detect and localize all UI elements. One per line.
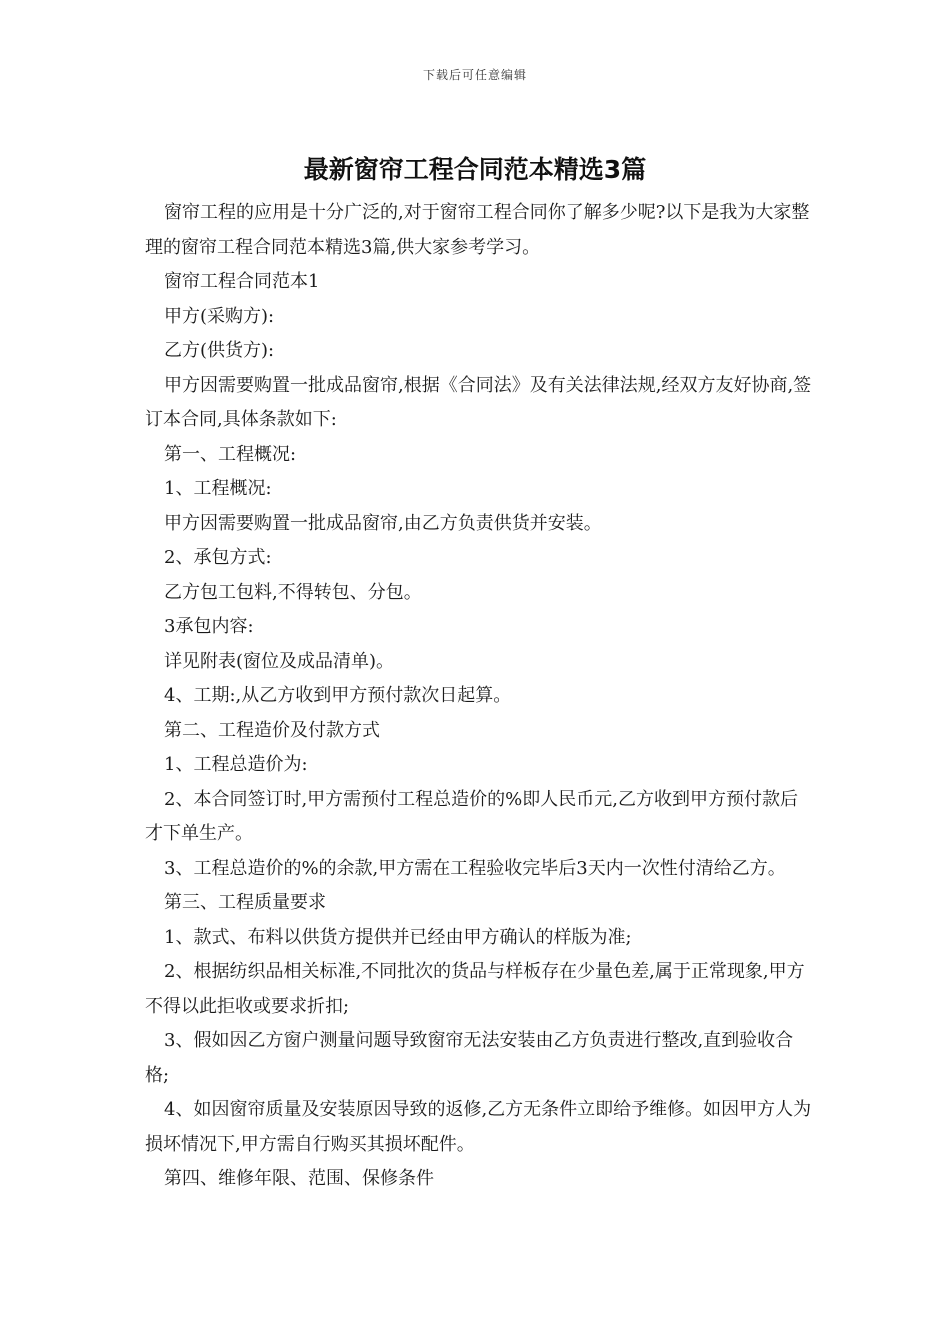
header-note: 下载后可任意编辑 bbox=[422, 68, 527, 82]
document-body bbox=[145, 196, 815, 1197]
paragraph-article-1: 第一、工程概况: bbox=[164, 443, 297, 465]
paragraph-section-heading: 窗帘工程合同范本1 bbox=[164, 271, 320, 292]
paragraph-clause: 1、款式、布料以供货方提供并已经由甲方确认的样版为准; bbox=[164, 926, 632, 948]
paragraph-clause: 3、假如因乙方窗户测量问题导致窗帘无法安装由乙方负责进行整改,直到验收合格; bbox=[145, 1030, 794, 1086]
paragraph-clause: 1、工程总造价为: bbox=[164, 754, 308, 775]
paragraph-clause: 4、如因窗帘质量及安装原因导致的返修,乙方无条件立即给予维修。如因甲方人为损坏情况下,甲方需自行购买其损坏配件。 bbox=[145, 1099, 812, 1155]
paragraph-clause: 2、本合同签订时,甲方需预付工程总造价的%即人民币元,乙方收到甲方预付款后才下单生产。 bbox=[145, 788, 798, 844]
paragraph-preamble: 甲方因需要购置一批成品窗帘,根据《合同法》及有关法律法规,经双方友好协商,签订本合同,具体条款如下: bbox=[145, 374, 812, 430]
document-title: 最新窗帘工程合同范本精选3篇 bbox=[303, 155, 647, 184]
paragraph-clause: 甲方因需要购置一批成品窗帘,由乙方负责供货并安装。 bbox=[164, 512, 602, 534]
paragraph-clause: 1、工程概况: bbox=[164, 478, 272, 499]
paragraph-article-3: 第三、工程质量要求 bbox=[164, 892, 326, 913]
paragraph-clause: 3承包内容: bbox=[164, 616, 254, 637]
paragraph-clause: 详见附表(窗位及成品清单)。 bbox=[164, 650, 395, 672]
paragraph-clause: 2、承包方式: bbox=[164, 547, 272, 568]
paragraph-clause: 2、根据纺织品相关标准,不同批次的货品与样板存在少量色差,属于正常现象,甲方不得以此拒收或要求折扣; bbox=[145, 961, 805, 1017]
paragraph-clause: 3、工程总造价的%的余款,甲方需在工程验收完毕后3天内一次性付清给乙方。 bbox=[164, 857, 786, 879]
paragraph-clause: 乙方包工包料,不得转包、分包。 bbox=[164, 581, 422, 603]
paragraph-article-4: 第四、维修年限、范围、保修条件 bbox=[164, 1168, 434, 1189]
paragraph-party-a: 甲方(采购方): bbox=[164, 305, 275, 327]
paragraph-article-2: 第二、工程造价及付款方式 bbox=[164, 719, 380, 741]
paragraph-clause: 4、工期:,从乙方收到甲方预付款次日起算。 bbox=[164, 685, 512, 706]
paragraph-party-b: 乙方(供货方): bbox=[164, 340, 275, 361]
paragraph-intro: 窗帘工程的应用是十分广泛的,对于窗帘工程合同你了解多少呢?以下是我为大家整理的窗帘工程合同范本精选3篇,供大家参考学习。 bbox=[145, 202, 810, 258]
